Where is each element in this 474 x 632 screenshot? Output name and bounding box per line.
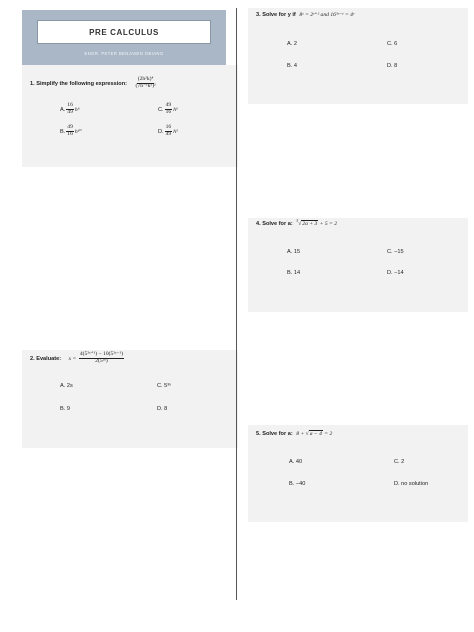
question-1-option-c[interactable]: [158, 103, 178, 116]
question-2-option-a[interactable]: A. 2s: [60, 383, 73, 389]
question-3-option-d[interactable]: D. 8: [387, 63, 398, 69]
fraction-denominator: 16: [165, 108, 172, 115]
question-2-text: 2. Evaluate:: [30, 355, 62, 362]
fraction-denominator: 16: [67, 130, 73, 137]
question-3-text: 3. Solve for y if: [256, 12, 296, 18]
question-5-option-c[interactable]: C. 2: [394, 459, 405, 465]
radicand: a − 4: [309, 431, 322, 437]
option-fraction: [165, 103, 173, 116]
question-1-expression: [135, 77, 157, 90]
question-1-prompt: [30, 77, 158, 90]
question-1-option-d[interactable]: [158, 125, 178, 138]
fraction-numerator: 16: [165, 124, 172, 130]
question-2-option-d[interactable]: D. 8: [157, 406, 168, 412]
question-2-option-c[interactable]: C. 5³ˣ: [157, 383, 171, 389]
question-2-prompt: [30, 352, 125, 365]
author-name: ENGR. PETER BENJAMIN OBIANO: [84, 51, 164, 56]
option-fraction: [165, 125, 173, 138]
question-3-prompt: [256, 12, 354, 18]
question-4-text: 4. Solve for a:: [256, 221, 293, 227]
question-5-expression: [296, 431, 332, 437]
question-5-prompt: [256, 431, 332, 437]
option-term: h⁶: [74, 106, 80, 113]
expression-tail: + 5 = 2: [319, 221, 337, 227]
radical-sign-icon: √: [305, 431, 309, 437]
question-4-option-d[interactable]: D. −14: [387, 270, 404, 276]
radicand: 2a + 3: [302, 221, 318, 227]
radical-index: 3: [296, 219, 299, 224]
question-1-option-a[interactable]: [60, 103, 80, 116]
question-2-variable: x =: [68, 355, 77, 362]
question-5-text: 5. Solve for a:: [256, 431, 293, 437]
question-4-option-c[interactable]: C. −15: [387, 249, 404, 255]
question-4-panel: [248, 218, 468, 312]
question-2-expression: [79, 352, 124, 365]
fraction-denominator: 49: [67, 108, 73, 115]
option-label: D.: [158, 128, 164, 135]
question-4-prompt: [256, 221, 337, 227]
question-5-option-a[interactable]: A. 40: [289, 459, 303, 465]
question-3-option-b[interactable]: B. 4: [287, 63, 297, 69]
expression-head: 8 +: [296, 431, 305, 437]
option-label: C.: [158, 106, 164, 113]
expression-tail: = 2: [324, 431, 333, 437]
option-fraction: [66, 103, 74, 116]
question-3-option-c[interactable]: C. 6: [387, 41, 398, 47]
question-1-option-b[interactable]: [60, 125, 82, 138]
question-3-option-a[interactable]: A. 2: [287, 41, 297, 47]
expression-denominator: (7h⁻¹k²)²: [135, 82, 156, 89]
question-4-option-a[interactable]: A. 15: [287, 249, 301, 255]
fraction-numerator: 49: [67, 124, 73, 130]
question-5-option-b[interactable]: B. −40: [289, 481, 306, 487]
fraction-numerator: 49: [165, 102, 172, 108]
fraction-denominator: 49: [165, 130, 172, 137]
question-5-option-d[interactable]: D. no solution: [394, 481, 429, 487]
option-term: h⁶: [173, 106, 178, 113]
page-title: PRE CALCULUS: [37, 20, 211, 44]
radical-sign-icon: √: [298, 221, 302, 227]
fraction-numerator: 16: [67, 102, 73, 108]
expression-numerator: 4(5²ˣ⁺¹) − 10(5²ˣ⁻¹): [79, 351, 124, 357]
header-banner: [22, 10, 226, 65]
expression-denominator: 2(5²ˣ): [95, 357, 108, 364]
option-fraction: [66, 125, 74, 138]
question-4-option-b[interactable]: B. 14: [287, 270, 301, 276]
question-3-expression: 8ˣ = 2ʸ⁺² and 16³ˣ⁻ʸ = 4ʸ: [299, 12, 355, 18]
question-1-text: 1. Simplify the following expression:: [30, 80, 127, 87]
question-4-expression: [296, 221, 337, 227]
question-2-option-b[interactable]: B. 9: [60, 406, 70, 412]
column-divider: [236, 8, 237, 600]
option-term: h⁵: [173, 128, 178, 135]
question-5-panel: [248, 425, 468, 522]
option-label: A.: [60, 106, 66, 113]
option-term: h¹⁰: [74, 128, 82, 135]
option-label: B.: [60, 128, 66, 135]
expression-numerator: (2h²k)⁴: [137, 76, 154, 82]
question-3-panel: [248, 8, 468, 104]
